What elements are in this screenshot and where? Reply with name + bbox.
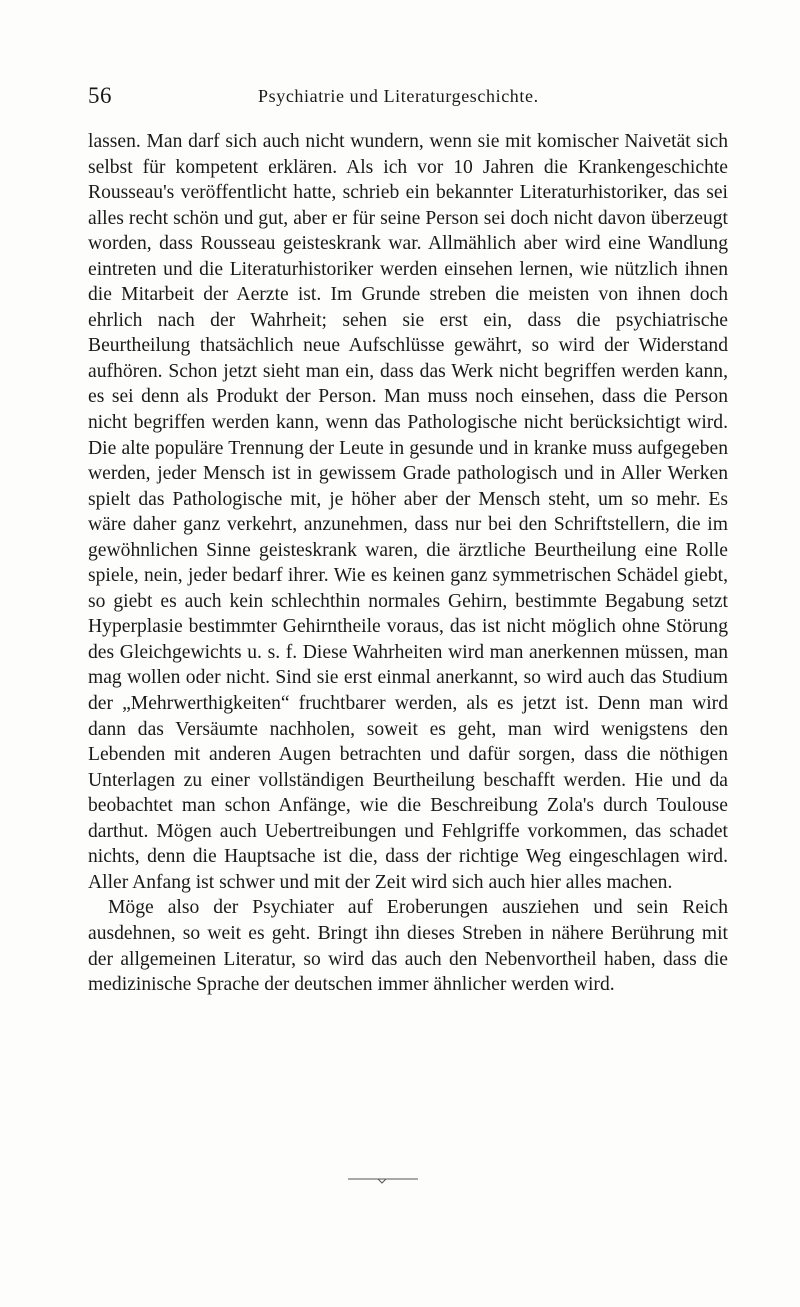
page-number: 56 [88,83,112,108]
page-header [88,80,718,112]
end-ornament [348,1176,418,1184]
paragraph-closing: Möge also der Psychiater auf Eroberungen ausziehen und sein Reich ausdehnen, so weit es geht. Bringt ihn dieses Streben in nähere Berührung mit der allgemeinen Literatur, so wird das auch den Nebenvortheil haben, dass die medizinische Sprache der deutschen immer ähnlicher werden wird. [88,897,728,996]
end-rule-icon [348,1176,418,1184]
running-head: Psychiatrie und Literaturgeschichte. [258,86,539,106]
body-text [88,129,728,998]
paragraph-continued: lassen. Man darf sich auch nicht wundern, wenn sie mit komischer Naivetät sich selbst für kompetent erklären. Als ich vor 10 Jahren die Krankengeschichte Rousseau's veröffentlicht hatte, schrieb ein bekannter Literaturhistoriker, das sei alles recht schön und gut, aber er für seine Person sei doch nicht davon überzeugt worden, dass Rousseau geisteskrank war. Allmählich aber wird eine Wandlung eintreten und die Literaturhistoriker werden einsehen lernen, wie nützlich ihnen die Mitarbeit der Aerzte ist. Im Grunde streben die meisten von ihnen doch ehrlich nach der Wahrheit; sehen sie erst ein, dass die psychiatrische Beurtheilung thatsächlich neue Aufschlüsse gewährt, so wird der Widerstand aufhören. Schon jetzt sieht man ein, dass das Werk nicht begriffen werden kann, es sei denn als Produkt der Person. Man muss noch einsehen, dass die Person nicht begriffen werden kann, wenn das Pathologische nicht berücksichtigt wird. Die alte populäre Trennung der Leute in gesunde und in kranke muss aufgegeben werden, jeder Mensch ist in gewissem Grade pathologisch und in Aller Werken spielt das Pathologische mit, je höher aber der Mensch steht, um so mehr. Es wäre daher ganz verkehrt, anzunehmen, dass nur bei den Schriftstellern, die im gewöhnlichen Sinne geisteskrank waren, die ärztliche Beurtheilung eine Rolle spiele, nein, jeder bedarf ihrer. Wie es keinen ganz symmetrischen Schädel giebt, so giebt es auch kein schlechthin normales Gehirn, bestimmte Begabung setzt Hyperplasie bestimmter Gehirntheile voraus, das ist nicht möglich ohne Störung des Gleichgewichts u. s. f. Diese Wahrheiten wird man anerkennen müssen, man mag wollen oder nicht. Sind sie erst einmal anerkannt, so wird auch das Studium der „Mehrwerthigkeiten“ fruchtbarer werden, als es jetzt ist. Denn man wird dann das Versäumte nachholen, soweit es geht, man wird wenigstens den Lebenden mit anderen Augen betrachten und dafür sorgen, dass die nöthigen Unterlagen zu einer vollständigen Beurtheilung beschafft werden. Hie und da beobachtet man schon Anfänge, wie die Beschreibung Zola's durch Toulouse darthut. Mögen auch Uebertreibungen und Fehlgriffe vorkommen, das schadet nichts, denn die Hauptsache ist die, dass der richtige Weg eingeschlagen wird. Aller Anfang ist schwer und mit der Zeit wird sich auch hier alles machen. [88,131,728,893]
